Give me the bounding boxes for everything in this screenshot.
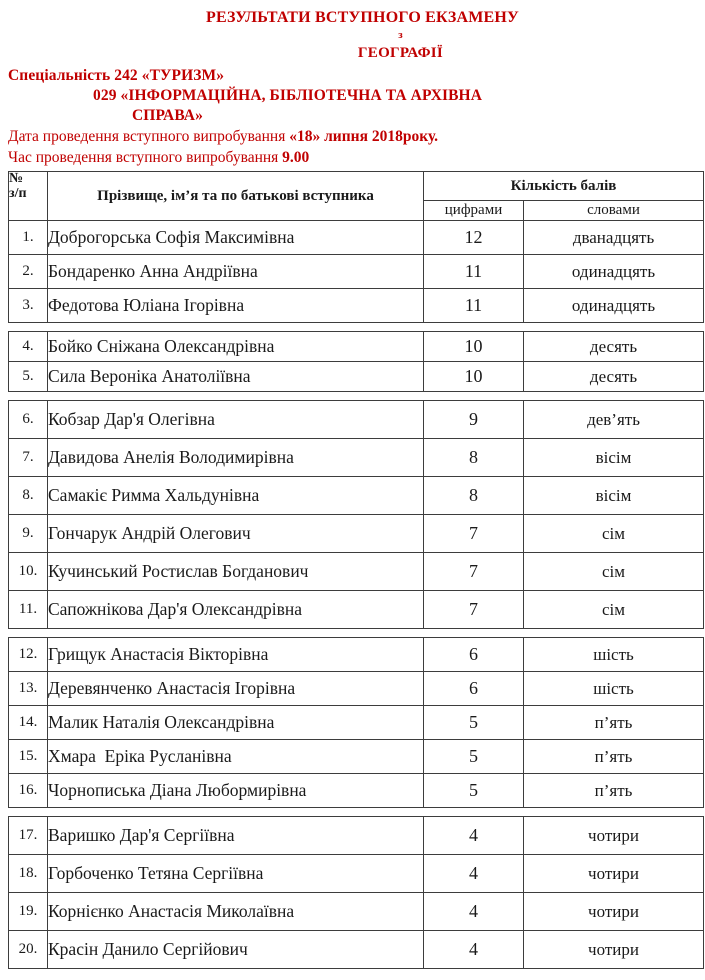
row-score-digits: 7 [424, 515, 524, 553]
row-name: Бондаренко Анна Андріївна [48, 255, 424, 289]
table-row [9, 289, 704, 323]
exam-date-value: «18» липня 2018року. [289, 128, 439, 145]
row-name: Кобзар Дар'я Олегівна [48, 401, 424, 439]
row-score-digits: 4 [424, 893, 524, 931]
document-title-line3: ГЕОГРАФІЇ [357, 45, 444, 61]
row-name: Самакіє Римма Хальдунівна [48, 477, 424, 515]
specialty-line-1: Спеціальність 242 «ТУРИЗМ» [8, 67, 225, 84]
row-number: 7. [9, 439, 48, 477]
row-score-digits: 10 [424, 332, 524, 362]
row-score-digits: 6 [424, 638, 524, 672]
table-section-break [9, 392, 704, 401]
table-row [9, 931, 704, 969]
section-break-gap [9, 323, 704, 332]
section-break-gap [9, 629, 704, 638]
row-score-words: сім [524, 553, 704, 591]
row-score-digits: 4 [424, 855, 524, 893]
table-section-break [9, 323, 704, 332]
row-name: Федотова Юліана Ігорівна [48, 289, 424, 323]
row-score-words: п’ять [524, 774, 704, 808]
row-number: 2. [9, 255, 48, 289]
row-score-words: одинадцять [524, 255, 704, 289]
specialty-line-3: СПРАВА» [132, 107, 203, 124]
row-score-digits: 7 [424, 591, 524, 629]
row-number: 13. [9, 672, 48, 706]
row-number: 20. [9, 931, 48, 969]
row-number: 5. [9, 362, 48, 392]
section-break-gap [9, 808, 704, 817]
col-header-digits: цифрами [424, 201, 524, 221]
row-name: Хмара Еріка Русланівна [48, 740, 424, 774]
row-name: Сила Вероніка Анатоліївна [48, 362, 424, 392]
row-number: 11. [9, 591, 48, 629]
table-row [9, 332, 704, 362]
row-name: Давидова Анелія Володимирівна [48, 439, 424, 477]
row-number: 15. [9, 740, 48, 774]
table-row [9, 638, 704, 672]
row-score-words: п’ять [524, 706, 704, 740]
row-score-digits: 10 [424, 362, 524, 392]
row-score-words: чотири [524, 855, 704, 893]
table-row [9, 591, 704, 629]
exam-date-label: Дата проведення вступного випробування [8, 128, 290, 145]
col-header-words: словами [524, 201, 704, 221]
row-score-digits: 5 [424, 774, 524, 808]
table-row [9, 553, 704, 591]
table-row [9, 362, 704, 392]
table-section-break [9, 808, 704, 817]
row-score-digits: 6 [424, 672, 524, 706]
exam-date-line [0, 126, 705, 147]
row-number: 6. [9, 401, 48, 439]
row-score-words: чотири [524, 931, 704, 969]
row-name: Варишко Дар'я Сергіївна [48, 817, 424, 855]
row-score-digits: 7 [424, 553, 524, 591]
col-header-number-line2: з/п [9, 185, 27, 201]
row-number: 17. [9, 817, 48, 855]
table-row [9, 401, 704, 439]
row-score-digits: 11 [424, 289, 524, 323]
row-score-digits: 8 [424, 477, 524, 515]
row-score-digits: 5 [424, 706, 524, 740]
table-row [9, 672, 704, 706]
row-number: 3. [9, 289, 48, 323]
table-row [9, 221, 704, 255]
row-score-words: десять [524, 332, 704, 362]
row-score-words: десять [524, 362, 704, 392]
row-score-digits: 4 [424, 931, 524, 969]
col-header-number [9, 172, 48, 221]
row-score-words: вісім [524, 439, 704, 477]
results-table [8, 171, 704, 969]
row-score-words: дванадцять [524, 221, 704, 255]
row-number: 19. [9, 893, 48, 931]
document-title-line1: РЕЗУЛЬТАТИ ВСТУПНОГО ЕКЗАМЕНУ [206, 9, 519, 26]
row-score-digits: 9 [424, 401, 524, 439]
exam-time-value: 9.00 [282, 149, 310, 166]
section-break-gap [9, 392, 704, 401]
row-name: Сапожнікова Дар'я Олександрівна [48, 591, 424, 629]
col-header-number-line1: № [9, 171, 24, 186]
row-number: 12. [9, 638, 48, 672]
row-number: 16. [9, 774, 48, 808]
row-score-words: шість [524, 672, 704, 706]
document-header [0, 0, 705, 168]
table-row [9, 817, 704, 855]
row-number: 18. [9, 855, 48, 893]
table-row [9, 515, 704, 553]
row-name: Гончарук Андрій Олегович [48, 515, 424, 553]
row-number: 1. [9, 221, 48, 255]
row-name: Грищук Анастасія Вікторівна [48, 638, 424, 672]
exam-time-line [0, 147, 705, 168]
table-header-row [9, 172, 704, 201]
table-row [9, 439, 704, 477]
row-score-digits: 11 [424, 255, 524, 289]
row-number: 4. [9, 332, 48, 362]
table-row [9, 255, 704, 289]
row-name: Малик Наталія Олександрівна [48, 706, 424, 740]
row-name: Красін Данило Сергійович [48, 931, 424, 969]
row-score-words: чотири [524, 893, 704, 931]
row-name: Доброгорська Софія Максимівна [48, 221, 424, 255]
document-title-line2: з [398, 29, 403, 41]
row-score-digits: 12 [424, 221, 524, 255]
row-name: Кучинський Ростислав Богданович [48, 553, 424, 591]
table-row [9, 477, 704, 515]
row-name: Горбоченко Тетяна Сергіївна [48, 855, 424, 893]
table-row [9, 774, 704, 808]
row-score-words: сім [524, 591, 704, 629]
row-number: 14. [9, 706, 48, 740]
row-score-digits: 8 [424, 439, 524, 477]
row-score-words: дев’ять [524, 401, 704, 439]
row-name: Деревянченко Анастасія Ігорівна [48, 672, 424, 706]
row-score-digits: 4 [424, 817, 524, 855]
row-score-digits: 5 [424, 740, 524, 774]
table-section-break [9, 629, 704, 638]
row-number: 10. [9, 553, 48, 591]
row-score-words: п’ять [524, 740, 704, 774]
table-row [9, 706, 704, 740]
row-score-words: шість [524, 638, 704, 672]
row-score-words: сім [524, 515, 704, 553]
table-row [9, 855, 704, 893]
row-name: Бойко Сніжана Олександрівна [48, 332, 424, 362]
row-score-words: чотири [524, 817, 704, 855]
row-number: 9. [9, 515, 48, 553]
row-score-words: вісім [524, 477, 704, 515]
row-score-words: одинадцять [524, 289, 704, 323]
row-name: Корнієнко Анастасія Миколаївна [48, 893, 424, 931]
exam-time-label: Час проведення вступного випробування [8, 149, 283, 166]
col-header-name: Прізвище, ім’я та по батькові вступника [48, 172, 424, 221]
table-row [9, 893, 704, 931]
row-name: Чорнописька Діана Любормирівна [48, 774, 424, 808]
table-row [9, 740, 704, 774]
col-header-score: Кількість балів [424, 172, 704, 201]
specialty-line-2: 029 «ІНФОРМАЦІЙНА, БІБЛІОТЕЧНА ТА АРХІВНА [93, 87, 483, 104]
results-table-body [9, 221, 704, 969]
row-number: 8. [9, 477, 48, 515]
